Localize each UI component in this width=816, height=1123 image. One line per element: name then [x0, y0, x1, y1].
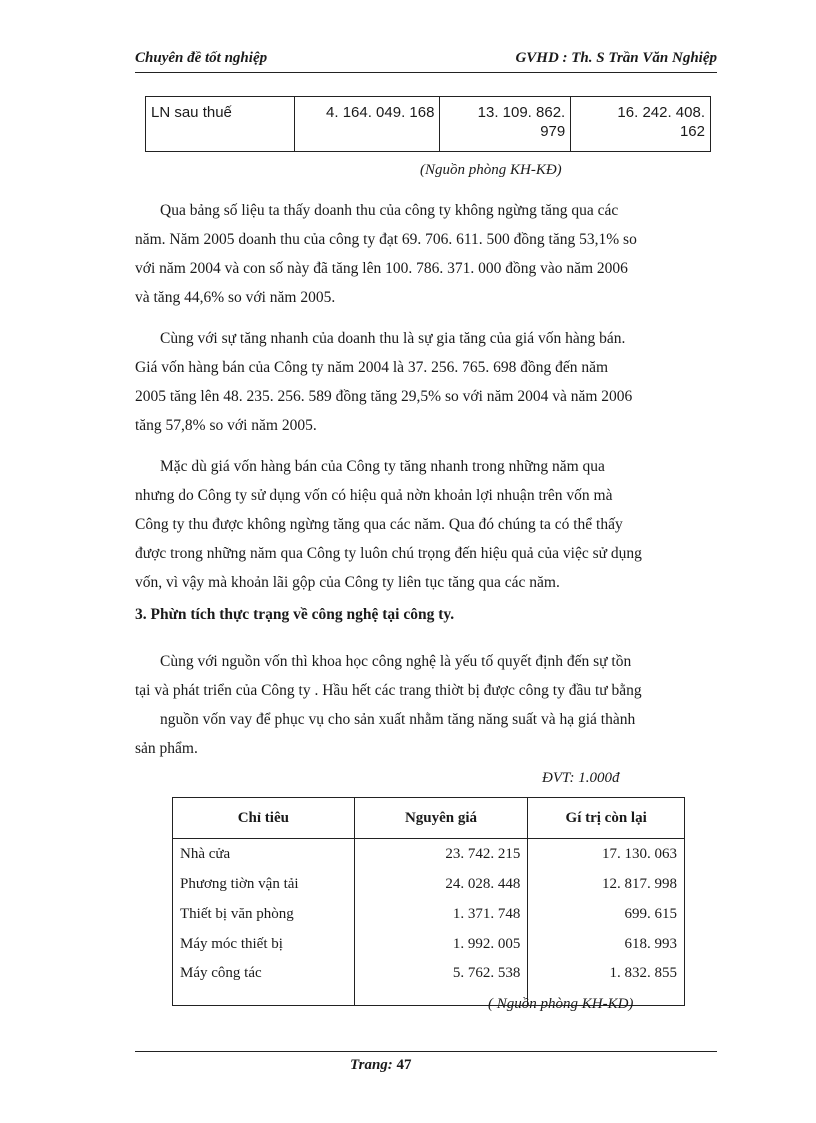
paragraph-cost: [135, 324, 718, 440]
table-row: [173, 899, 685, 929]
original-cost: 23. 742. 215: [354, 839, 528, 870]
text-line: Qua bảng số liệu ta thấy doanh thu của công ty không ngừng tăng qua các: [160, 202, 619, 219]
original-cost: 1. 371. 748: [354, 899, 528, 929]
page-label: Trang:: [350, 1057, 393, 1073]
source-note: (Nguồn phòng KH-KĐ): [420, 162, 562, 178]
assets-table: [172, 797, 685, 1006]
row-label: Nhà cửa: [173, 839, 355, 870]
text-line: nguồn vốn vay để phục vụ cho sản xuất nhằm tăng năng suất và hạ giá thành: [160, 711, 636, 728]
table-row: [173, 929, 685, 959]
paragraph-profit: [135, 452, 718, 597]
row-label: Phương tiờn vận tải: [173, 869, 355, 899]
text-line: vốn, vì vậy mà khoản lãi gộp của Công ty liên tục tăng qua các năm.: [135, 574, 560, 591]
paragraph-revenue: [135, 196, 718, 312]
text-line: được trong những năm qua Công ty luôn chú trọng đến hiệu quả của việc sử dụng: [135, 545, 642, 562]
profit-table: [145, 96, 711, 152]
text-line: sản phẩm.: [135, 740, 198, 757]
row-label: Máy công tác: [173, 959, 355, 1006]
text-line: nhưng do Công ty sử dụng vốn có hiệu quả nờn khoản lợi nhuận trên vốn mà: [135, 487, 613, 504]
column-header: Chỉ tiêu: [173, 798, 355, 839]
remaining-value: 1. 832. 855: [528, 959, 685, 1006]
column-header: Gí trị còn lại: [528, 798, 685, 839]
text-line: tăng 57,8% so với năm 2005.: [135, 417, 317, 434]
column-header: Nguyên giá: [354, 798, 528, 839]
header-title: Chuyên đề tốt nghiệp: [135, 50, 268, 66]
header-advisor: GVHD : Th. S Trần Văn Nghiệp: [515, 50, 717, 66]
paragraph-technology: [135, 647, 718, 763]
text-line: Công ty thu được không ngừng tăng qua các năm. Qua đó chúng ta có thể thấy: [135, 516, 623, 533]
text-line: Cùng với nguồn vốn thì khoa học công nghệ là yếu tố quyết định đến sự tồn: [160, 653, 632, 670]
source-note: ( Nguồn phòng KH-KD): [488, 996, 634, 1012]
text-line: Giá vốn hàng bán của Công ty năm 2004 là 37. 256. 765. 698 đồng đến năm: [135, 359, 609, 376]
cell-value: 16. 242. 408. 162: [617, 104, 705, 140]
table-cell-2005: [440, 97, 571, 152]
table-row: [146, 97, 711, 152]
row-label: Thiết bị văn phòng: [173, 899, 355, 929]
text-line: tại và phát triển của Công ty . Hầu hết các trang thiờt bị được công ty đầu tư bằng: [135, 682, 642, 699]
text-line: Cùng với sự tăng nhanh của doanh thu là sự gia tăng của giá vốn hàng bán.: [160, 330, 626, 347]
original-cost: 1. 992. 005: [354, 929, 528, 959]
remaining-value: 618. 993: [528, 929, 685, 959]
unit-label: ĐVT: 1.000đ: [542, 770, 620, 786]
text-line: và tăng 44,6% so với năm 2005.: [135, 289, 336, 306]
table-row: [173, 869, 685, 899]
page-footer: [350, 1057, 412, 1074]
remaining-value: 699. 615: [528, 899, 685, 929]
text-line: Mặc dù giá vốn hàng bán của Công ty tăng nhanh trong những năm qua: [160, 458, 605, 475]
table-header-row: [173, 798, 685, 839]
remaining-value: 12. 817. 998: [528, 869, 685, 899]
cell-value: 13. 109. 862. 979: [477, 104, 566, 140]
table-cell-2006: [571, 97, 711, 152]
row-label: Máy móc thiết bị: [173, 929, 355, 959]
text-line: 2005 tăng lên 48. 235. 256. 589 đồng tăng 29,5% so với năm 2004 và năm 2006: [135, 388, 633, 405]
original-cost: 24. 028. 448: [354, 869, 528, 899]
page-header: [135, 46, 717, 73]
table-row: [173, 839, 685, 870]
page-number: 47: [396, 1057, 412, 1073]
text-line: với năm 2004 và con số này đã tăng lên 100. 786. 371. 000 đồng vào năm 2006: [135, 260, 628, 277]
original-cost: 5. 762. 538: [354, 959, 528, 1006]
text-line: năm. Năm 2005 doanh thu của công ty đạt 69. 706. 611. 500 đồng tăng 53,1% so: [135, 231, 637, 248]
table-cell-2004: 4. 164. 049. 168: [294, 97, 440, 152]
footer-divider: [135, 1051, 717, 1052]
remaining-value: 17. 130. 063: [528, 839, 685, 870]
section-heading: 3. Phừn tích thực trạng về công nghệ tại công ty.: [135, 606, 455, 623]
table-cell-label: LN sau thuế: [146, 97, 295, 152]
